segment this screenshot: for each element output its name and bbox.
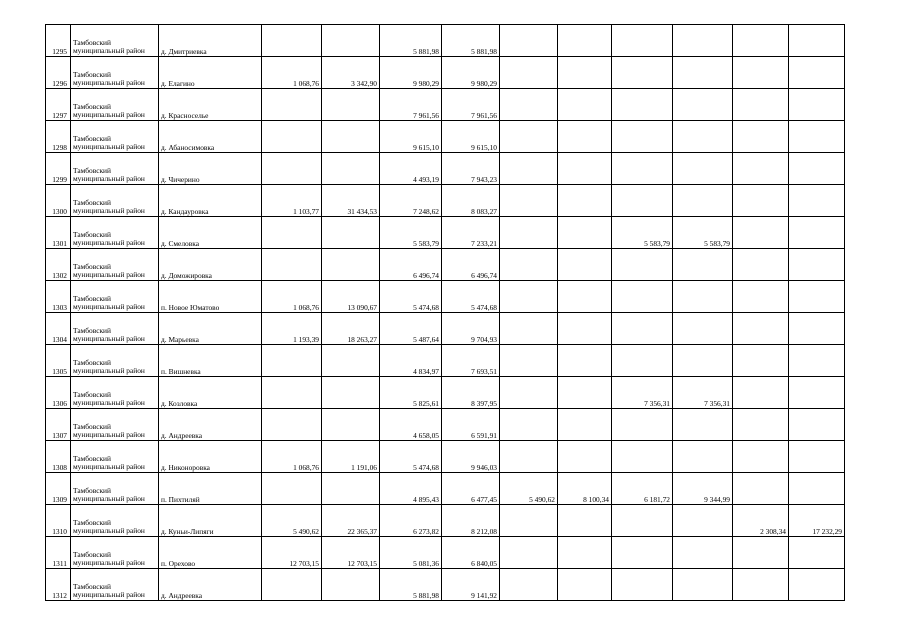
- value-cell-c3: 1 103,77: [262, 185, 322, 217]
- table-row: [46, 121, 845, 153]
- value-cell-c5: 5 881,98: [380, 25, 442, 57]
- value-cell-c7: [500, 57, 558, 89]
- value-cell-c6: 5 881,98: [442, 25, 500, 57]
- value-cell-c7: 5 490,62: [500, 473, 558, 505]
- value-cell-c10: 7 356,31: [673, 377, 733, 409]
- value-cell-c10: [673, 25, 733, 57]
- settlement-cell: д. Андреевка: [159, 409, 262, 441]
- row-number-cell: 1311: [46, 537, 71, 569]
- value-cell-c8: [558, 505, 612, 537]
- value-cell-c7: [500, 185, 558, 217]
- value-cell-c11: [733, 409, 789, 441]
- settlement-cell: д. Абаносимовка: [159, 121, 262, 153]
- district-cell: Тамбовский муниципальный район: [71, 473, 159, 505]
- row-number-cell: 1303: [46, 281, 71, 313]
- value-cell-c3: [262, 153, 322, 185]
- value-cell-c5: 5 881,98: [380, 569, 442, 601]
- value-cell-c5: 4 834,97: [380, 345, 442, 377]
- table-row: [46, 505, 845, 537]
- value-cell-c4: 12 703,15: [322, 537, 380, 569]
- settlement-cell: п. Вишневка: [159, 345, 262, 377]
- value-cell-c7: [500, 281, 558, 313]
- value-cell-c11: [733, 89, 789, 121]
- settlement-cell: д. Доможировка: [159, 249, 262, 281]
- value-cell-c5: 5 825,61: [380, 377, 442, 409]
- value-cell-c8: [558, 217, 612, 249]
- value-cell-c3: [262, 121, 322, 153]
- value-cell-c12: [789, 121, 845, 153]
- value-cell-c10: [673, 57, 733, 89]
- district-cell: Тамбовский муниципальный район: [71, 217, 159, 249]
- value-cell-c10: 9 344,99: [673, 473, 733, 505]
- row-number-cell: 1296: [46, 57, 71, 89]
- value-cell-c8: [558, 345, 612, 377]
- district-cell: Тамбовский муниципальный район: [71, 505, 159, 537]
- value-cell-c6: 6 477,45: [442, 473, 500, 505]
- district-cell: Тамбовский муниципальный район: [71, 409, 159, 441]
- district-cell: Тамбовский муниципальный район: [71, 281, 159, 313]
- value-cell-c10: [673, 89, 733, 121]
- settlement-cell: д. Красноселье: [159, 89, 262, 121]
- district-cell: Тамбовский муниципальный район: [71, 89, 159, 121]
- value-cell-c11: [733, 345, 789, 377]
- table-row: [46, 89, 845, 121]
- value-cell-c6: 5 474,68: [442, 281, 500, 313]
- value-cell-c4: [322, 121, 380, 153]
- value-cell-c3: [262, 89, 322, 121]
- table-row: [46, 249, 845, 281]
- data-table: [45, 24, 845, 601]
- district-cell: Тамбовский муниципальный район: [71, 537, 159, 569]
- settlement-cell: д. Дмитриевка: [159, 25, 262, 57]
- value-cell-c8: [558, 441, 612, 473]
- table-row: [46, 281, 845, 313]
- value-cell-c8: [558, 409, 612, 441]
- value-cell-c8: [558, 185, 612, 217]
- value-cell-c11: 2 308,34: [733, 505, 789, 537]
- value-cell-c5: 5 474,68: [380, 281, 442, 313]
- value-cell-c3: 1 068,76: [262, 281, 322, 313]
- value-cell-c9: [612, 345, 673, 377]
- value-cell-c4: 13 090,67: [322, 281, 380, 313]
- value-cell-c4: 22 365,37: [322, 505, 380, 537]
- value-cell-c4: [322, 473, 380, 505]
- value-cell-c9: [612, 25, 673, 57]
- value-cell-c6: 8 397,95: [442, 377, 500, 409]
- value-cell-c11: [733, 185, 789, 217]
- value-cell-c8: [558, 153, 612, 185]
- value-cell-c12: [789, 57, 845, 89]
- table-row: [46, 345, 845, 377]
- table-row: [46, 57, 845, 89]
- value-cell-c7: [500, 121, 558, 153]
- district-cell: Тамбовский муниципальный район: [71, 569, 159, 601]
- value-cell-c9: 7 356,31: [612, 377, 673, 409]
- value-cell-c9: [612, 537, 673, 569]
- value-cell-c7: [500, 25, 558, 57]
- value-cell-c9: 6 181,72: [612, 473, 673, 505]
- value-cell-c5: 5 474,68: [380, 441, 442, 473]
- value-cell-c6: 8 212,08: [442, 505, 500, 537]
- row-number-cell: 1298: [46, 121, 71, 153]
- value-cell-c10: [673, 441, 733, 473]
- table-row: [46, 377, 845, 409]
- district-cell: Тамбовский муниципальный район: [71, 153, 159, 185]
- value-cell-c4: [322, 569, 380, 601]
- value-cell-c11: [733, 25, 789, 57]
- value-cell-c9: [612, 441, 673, 473]
- settlement-cell: д. Куньи-Липяги: [159, 505, 262, 537]
- value-cell-c6: 7 233,21: [442, 217, 500, 249]
- value-cell-c10: [673, 121, 733, 153]
- value-cell-c8: [558, 313, 612, 345]
- district-cell: Тамбовский муниципальный район: [71, 345, 159, 377]
- value-cell-c3: [262, 473, 322, 505]
- row-number-cell: 1295: [46, 25, 71, 57]
- value-cell-c7: [500, 249, 558, 281]
- value-cell-c6: 6 840,05: [442, 537, 500, 569]
- value-cell-c9: [612, 185, 673, 217]
- value-cell-c7: [500, 89, 558, 121]
- district-cell: Тамбовский муниципальный район: [71, 313, 159, 345]
- value-cell-c7: [500, 569, 558, 601]
- value-cell-c12: [789, 153, 845, 185]
- value-cell-c3: [262, 25, 322, 57]
- settlement-cell: д. Кандауровка: [159, 185, 262, 217]
- value-cell-c8: [558, 249, 612, 281]
- value-cell-c3: 5 490,62: [262, 505, 322, 537]
- value-cell-c11: [733, 377, 789, 409]
- value-cell-c6: 9 141,92: [442, 569, 500, 601]
- value-cell-c5: 7 248,62: [380, 185, 442, 217]
- value-cell-c5: 7 961,56: [380, 89, 442, 121]
- value-cell-c8: [558, 377, 612, 409]
- value-cell-c6: 7 693,51: [442, 345, 500, 377]
- table-row: [46, 153, 845, 185]
- value-cell-c6: 7 961,56: [442, 89, 500, 121]
- value-cell-c9: [612, 505, 673, 537]
- value-cell-c8: 8 100,34: [558, 473, 612, 505]
- settlement-cell: д. Смеловка: [159, 217, 262, 249]
- value-cell-c10: 5 583,79: [673, 217, 733, 249]
- value-cell-c8: [558, 57, 612, 89]
- value-cell-c4: 1 191,06: [322, 441, 380, 473]
- row-number-cell: 1300: [46, 185, 71, 217]
- table-row: [46, 409, 845, 441]
- value-cell-c10: [673, 185, 733, 217]
- value-cell-c3: [262, 409, 322, 441]
- settlement-cell: п. Пихтиляй: [159, 473, 262, 505]
- table-body: [46, 25, 845, 601]
- value-cell-c7: [500, 505, 558, 537]
- value-cell-c5: 9 980,29: [380, 57, 442, 89]
- value-cell-c11: [733, 569, 789, 601]
- value-cell-c4: [322, 377, 380, 409]
- value-cell-c5: 5 487,64: [380, 313, 442, 345]
- value-cell-c6: 9 946,03: [442, 441, 500, 473]
- value-cell-c6: 6 591,91: [442, 409, 500, 441]
- value-cell-c9: [612, 313, 673, 345]
- value-cell-c10: [673, 409, 733, 441]
- value-cell-c9: [612, 121, 673, 153]
- value-cell-c3: [262, 345, 322, 377]
- value-cell-c10: [673, 537, 733, 569]
- settlement-cell: д. Елагино: [159, 57, 262, 89]
- value-cell-c10: [673, 153, 733, 185]
- value-cell-c3: 1 193,39: [262, 313, 322, 345]
- value-cell-c5: 5 081,36: [380, 537, 442, 569]
- table-row: [46, 441, 845, 473]
- row-number-cell: 1305: [46, 345, 71, 377]
- value-cell-c12: [789, 345, 845, 377]
- value-cell-c11: [733, 473, 789, 505]
- value-cell-c12: [789, 409, 845, 441]
- value-cell-c6: 9 980,29: [442, 57, 500, 89]
- value-cell-c11: [733, 217, 789, 249]
- value-cell-c8: [558, 89, 612, 121]
- row-number-cell: 1301: [46, 217, 71, 249]
- value-cell-c12: [789, 473, 845, 505]
- settlement-cell: д. Марьевка: [159, 313, 262, 345]
- table-row: [46, 25, 845, 57]
- value-cell-c12: [789, 217, 845, 249]
- value-cell-c11: [733, 537, 789, 569]
- value-cell-c4: [322, 153, 380, 185]
- settlement-cell: п. Орехово: [159, 537, 262, 569]
- table-row: [46, 569, 845, 601]
- value-cell-c9: [612, 57, 673, 89]
- row-number-cell: 1310: [46, 505, 71, 537]
- value-cell-c12: [789, 281, 845, 313]
- value-cell-c4: [322, 89, 380, 121]
- value-cell-c9: [612, 569, 673, 601]
- value-cell-c12: [789, 377, 845, 409]
- row-number-cell: 1309: [46, 473, 71, 505]
- value-cell-c10: [673, 249, 733, 281]
- value-cell-c5: 4 493,19: [380, 153, 442, 185]
- settlement-cell: д. Андреевка: [159, 569, 262, 601]
- row-number-cell: 1297: [46, 89, 71, 121]
- table-row: [46, 185, 845, 217]
- value-cell-c6: 8 083,27: [442, 185, 500, 217]
- value-cell-c12: [789, 441, 845, 473]
- value-cell-c3: [262, 249, 322, 281]
- row-number-cell: 1312: [46, 569, 71, 601]
- value-cell-c10: [673, 569, 733, 601]
- value-cell-c7: [500, 153, 558, 185]
- value-cell-c12: [789, 569, 845, 601]
- value-cell-c5: 4 658,05: [380, 409, 442, 441]
- district-cell: Тамбовский муниципальный район: [71, 25, 159, 57]
- value-cell-c11: [733, 313, 789, 345]
- district-cell: Тамбовский муниципальный район: [71, 185, 159, 217]
- value-cell-c7: [500, 217, 558, 249]
- value-cell-c9: [612, 249, 673, 281]
- settlement-cell: д. Никоноровка: [159, 441, 262, 473]
- value-cell-c4: 18 263,27: [322, 313, 380, 345]
- value-cell-c7: [500, 441, 558, 473]
- value-cell-c5: 6 273,82: [380, 505, 442, 537]
- value-cell-c10: [673, 505, 733, 537]
- value-cell-c10: [673, 281, 733, 313]
- value-cell-c9: [612, 281, 673, 313]
- value-cell-c7: [500, 409, 558, 441]
- value-cell-c8: [558, 569, 612, 601]
- row-number-cell: 1306: [46, 377, 71, 409]
- value-cell-c3: [262, 217, 322, 249]
- value-cell-c4: [322, 249, 380, 281]
- row-number-cell: 1302: [46, 249, 71, 281]
- value-cell-c8: [558, 121, 612, 153]
- district-cell: Тамбовский муниципальный район: [71, 441, 159, 473]
- value-cell-c3: 1 068,76: [262, 57, 322, 89]
- value-cell-c4: [322, 409, 380, 441]
- value-cell-c9: 5 583,79: [612, 217, 673, 249]
- value-cell-c9: [612, 153, 673, 185]
- district-cell: Тамбовский муниципальный район: [71, 121, 159, 153]
- value-cell-c10: [673, 345, 733, 377]
- value-cell-c11: [733, 121, 789, 153]
- value-cell-c4: 3 342,90: [322, 57, 380, 89]
- value-cell-c5: 6 496,74: [380, 249, 442, 281]
- value-cell-c12: [789, 313, 845, 345]
- value-cell-c7: [500, 537, 558, 569]
- value-cell-c4: [322, 345, 380, 377]
- value-cell-c6: 9 704,93: [442, 313, 500, 345]
- value-cell-c7: [500, 345, 558, 377]
- value-cell-c11: [733, 153, 789, 185]
- settlement-cell: д. Козловка: [159, 377, 262, 409]
- district-cell: Тамбовский муниципальный район: [71, 57, 159, 89]
- value-cell-c5: 5 583,79: [380, 217, 442, 249]
- value-cell-c6: 9 615,10: [442, 121, 500, 153]
- value-cell-c12: [789, 89, 845, 121]
- row-number-cell: 1299: [46, 153, 71, 185]
- value-cell-c11: [733, 441, 789, 473]
- table-row: [46, 217, 845, 249]
- row-number-cell: 1307: [46, 409, 71, 441]
- value-cell-c10: [673, 313, 733, 345]
- value-cell-c8: [558, 281, 612, 313]
- value-cell-c3: [262, 569, 322, 601]
- row-number-cell: 1308: [46, 441, 71, 473]
- value-cell-c4: [322, 217, 380, 249]
- value-cell-c5: 9 615,10: [380, 121, 442, 153]
- value-cell-c11: [733, 249, 789, 281]
- value-cell-c6: 7 943,23: [442, 153, 500, 185]
- value-cell-c3: [262, 377, 322, 409]
- value-cell-c7: [500, 313, 558, 345]
- value-cell-c6: 6 496,74: [442, 249, 500, 281]
- row-number-cell: 1304: [46, 313, 71, 345]
- value-cell-c12: [789, 25, 845, 57]
- settlement-cell: д. Чичерино: [159, 153, 262, 185]
- value-cell-c5: 4 895,43: [380, 473, 442, 505]
- table-row: [46, 537, 845, 569]
- settlement-cell: п. Новое Юматово: [159, 281, 262, 313]
- value-cell-c11: [733, 57, 789, 89]
- value-cell-c12: [789, 185, 845, 217]
- table-row: [46, 313, 845, 345]
- value-cell-c8: [558, 537, 612, 569]
- district-cell: Тамбовский муниципальный район: [71, 249, 159, 281]
- value-cell-c12: [789, 537, 845, 569]
- value-cell-c3: 1 068,76: [262, 441, 322, 473]
- table-row: [46, 473, 845, 505]
- value-cell-c9: [612, 89, 673, 121]
- value-cell-c7: [500, 377, 558, 409]
- value-cell-c9: [612, 409, 673, 441]
- value-cell-c4: 31 434,53: [322, 185, 380, 217]
- value-cell-c12: [789, 249, 845, 281]
- value-cell-c8: [558, 25, 612, 57]
- value-cell-c3: 12 703,15: [262, 537, 322, 569]
- value-cell-c12: 17 232,29: [789, 505, 845, 537]
- value-cell-c11: [733, 281, 789, 313]
- district-cell: Тамбовский муниципальный район: [71, 377, 159, 409]
- value-cell-c4: [322, 25, 380, 57]
